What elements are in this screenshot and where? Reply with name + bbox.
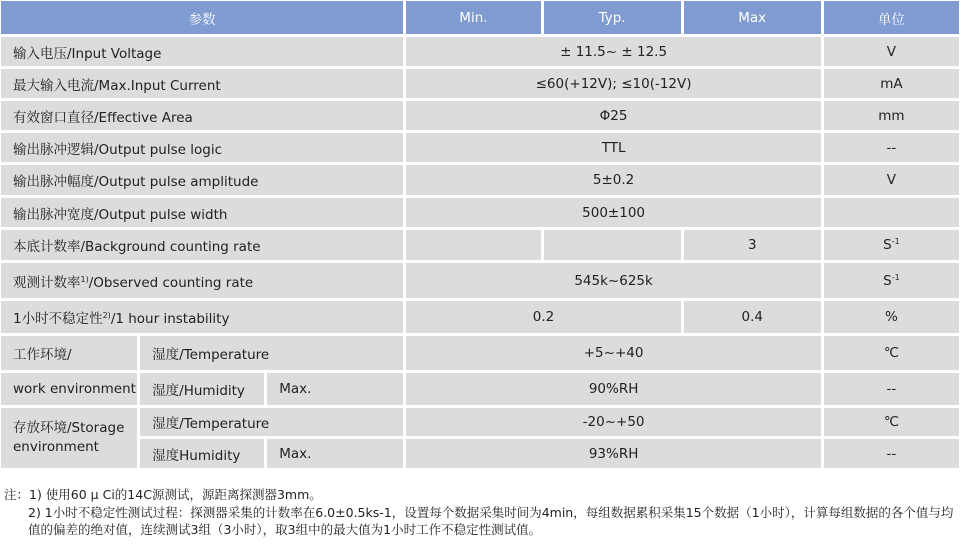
row-typ [544,230,681,260]
row-label: 本底计数率/Background counting rate [1,230,403,260]
unit-superscript: -1 [891,237,900,246]
table-row [1,439,959,468]
row-unit [824,263,959,298]
row-value: +5~+40 [406,336,820,370]
row-unit: mm [824,101,959,130]
header-typ: Typ. [544,1,681,34]
row-label: 输出脉冲幅度/Output pulse amplitude [1,165,403,195]
row-typ: 0.2 [406,301,680,333]
table-row [1,230,959,260]
row-label: 有效窗口直径/Effective Area [1,101,403,130]
footnotes [4,486,959,539]
row-value: 545k~625k [406,263,820,298]
table-row [1,408,959,436]
row-label: 最大输入电流/Max.Input Current [1,69,403,98]
row-label: 湿度/Humidity [140,373,264,405]
row-unit: V [824,165,959,195]
header-row [1,1,959,34]
row-value: 93%RH [406,439,820,468]
row-condition: Max. [267,373,403,405]
table-row [1,373,959,405]
row-value: Φ25 [406,101,820,130]
row-unit: mA [824,69,959,98]
unit-base: S [883,272,892,289]
row-label: 输出脉冲逻辑/Output pulse logic [1,133,403,162]
row-value: TTL [406,133,820,162]
row-unit: % [824,301,959,333]
row-unit: ℃ [824,336,959,370]
row-label: 湿度/Temperature [140,408,403,436]
table-row [1,133,959,162]
table-row [1,101,959,130]
row-value: 500±100 [406,198,820,227]
label-main: 观测计数率 [13,274,81,291]
header-param: 参数 [1,1,403,34]
row-value: 5±0.2 [406,165,820,195]
table-row [1,69,959,98]
row-label [1,263,403,298]
row-max: 3 [684,230,821,260]
table-row [1,198,959,227]
row-label: 湿度/Temperature [140,336,403,370]
storage-env-label: 存放环境/Storage environment [1,408,137,468]
footnote-ref: 2) [102,311,111,320]
footnote-1: 注：1) 使用60 μ Ci的14C源测试，源距离探测器3mm。 [4,487,322,502]
unit-base: S [883,237,892,253]
footnote-2: 2) 1小时不稳定性测试过程：探测器采集的计数率在6.0±0.5ks-1，设置每个数据采集时间为4min，每组数据累积采集15个数据（1小时），计算每组数据的各个值与均值的偏差的绝对值，连续测试3组（3小时），取3组中的最大值为1小时工作不稳定性测试值。 [28,504,954,537]
work-env-label-top: 工作环境/ [1,336,137,370]
row-value: ± 11.5~ ± 12.5 [406,37,820,66]
row-unit: -- [824,373,959,405]
header-unit: 单位 [824,1,959,34]
row-min [406,230,540,260]
row-label: 输出脉冲宽度/Output pulse width [1,198,403,227]
row-condition: Max. [267,439,403,468]
header-min: Min. [406,1,540,34]
row-unit: -- [824,439,959,468]
row-value: ≤60(+12V); ≤10(-12V) [406,69,820,98]
row-unit: V [824,37,959,66]
row-unit [824,230,959,260]
work-env-label-bottom: work environment [1,373,137,405]
row-unit: -- [824,133,959,162]
label-rest: /Observed counting rate [88,274,254,291]
row-unit: ℃ [824,408,959,436]
row-max: 0.4 [684,301,821,333]
table-row [1,336,959,370]
label-rest: /1 hour instability [110,311,230,327]
label-main: 1小时不稳定性 [13,311,103,327]
row-value: -20~+50 [406,408,820,436]
row-label: 湿度Humidity [140,439,264,468]
unit-superscript: -1 [891,272,900,282]
table-row [1,165,959,195]
row-label: 输入电压/Input Voltage [1,37,403,66]
header-max: Max [684,1,821,34]
row-unit [824,198,959,227]
table-row [1,263,959,298]
footnote-ref: 1) [80,274,89,284]
row-value: 90%RH [406,373,820,405]
table-row [1,37,959,66]
table-row [1,301,959,333]
row-label [1,301,403,333]
